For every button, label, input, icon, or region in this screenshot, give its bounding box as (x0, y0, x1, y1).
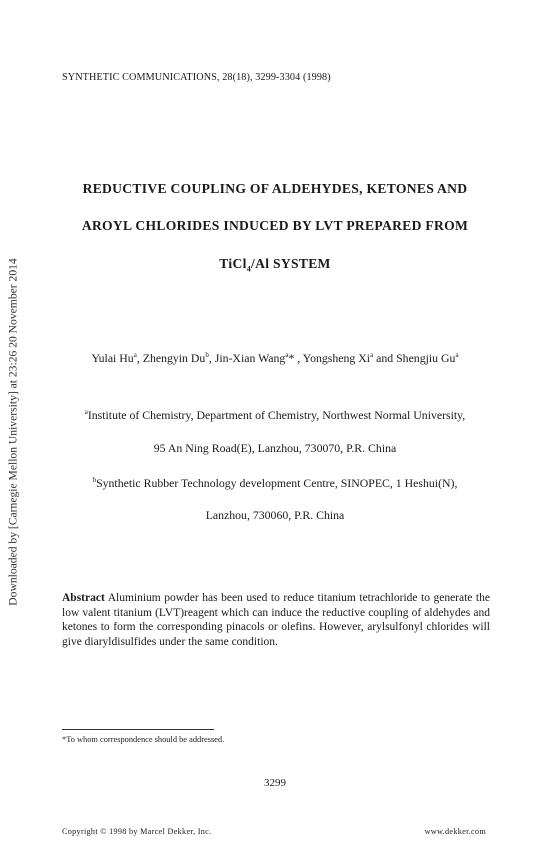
title-formula: TiCl (219, 256, 247, 271)
author-name: Yulai Hu (91, 351, 134, 365)
abstract-text: Aluminium powder has been used to reduce titanium tetrachloride to generate the low valent titanium (LVT)reagent which can induce the reductive coupling of aldehydes and ketones to form the corresponding pinacols or olefins. However, arylsulfonyl chlorides will give diaryldisulfides under the same condition. (62, 592, 490, 648)
title-subscript: 4 (246, 264, 252, 274)
footnote-rule (62, 729, 214, 730)
footnote: *To whom correspondence should be addressed. (62, 735, 225, 744)
affiliation-mark: a (84, 408, 88, 417)
affiliation-b-address: Lanzhou, 730060, P.R. China (205, 508, 345, 522)
download-note: Downloaded by [Carnegie Mellon University] at 23:26 20 November 2014 (6, 258, 20, 606)
affiliation-b: $^b$Synthetic Rubber Technology development Centre, SINOPEC, 1 Heshui(N), (92, 476, 458, 490)
affiliation-mark: b (92, 476, 97, 485)
author-affil-mark: a (370, 351, 374, 360)
abstract (62, 591, 490, 649)
affiliation-a-address: 95 An Ning Road(E), Lanzhou, 730070, P.R. China (153, 441, 397, 455)
affiliation-a: $^a$Institute of Chemistry, Department of Chemistry, Northwest Normal University, (84, 408, 466, 422)
author-affil-mark: a (285, 351, 289, 360)
title-line-3 (40, 256, 510, 272)
journal-citation: SYNTHETIC COMMUNICATIONS, 28(18), 3299-3304 (1998) (62, 72, 331, 83)
copyright-notice: Copyright © 1998 by Marcel Dekker, Inc. (62, 827, 212, 836)
author-list: Yulai Hu$^a$, Zhengyin Du$^b$, Jin-Xian Wang$^a$* , Yongsheng Xi$^a$ and Shengjiu Gu$^a$ (91, 351, 459, 365)
publisher-website: www.dekker.com (424, 827, 486, 836)
title-formula-rest: /Al SYSTEM (251, 256, 331, 271)
page-number: 3299 (264, 777, 286, 789)
author-name: Zhengyin Du (142, 351, 206, 365)
abstract-heading: Abstract (62, 592, 105, 604)
author-affil-mark: b (205, 351, 209, 360)
author-name: Jin-Xian Wang (214, 351, 286, 365)
author-name: Shengjiu Gu (396, 351, 456, 365)
title-line-2: AROYL CHLORIDES INDUCED BY LVT PREPARED FROM (81, 218, 469, 233)
author-affil-mark: a (133, 351, 137, 360)
title-line-1: REDUCTIVE COUPLING OF ALDEHYDES, KETONES AND (82, 181, 468, 196)
author-affil-mark: a (455, 351, 459, 360)
author-name: Yongsheng Xi (302, 351, 371, 365)
